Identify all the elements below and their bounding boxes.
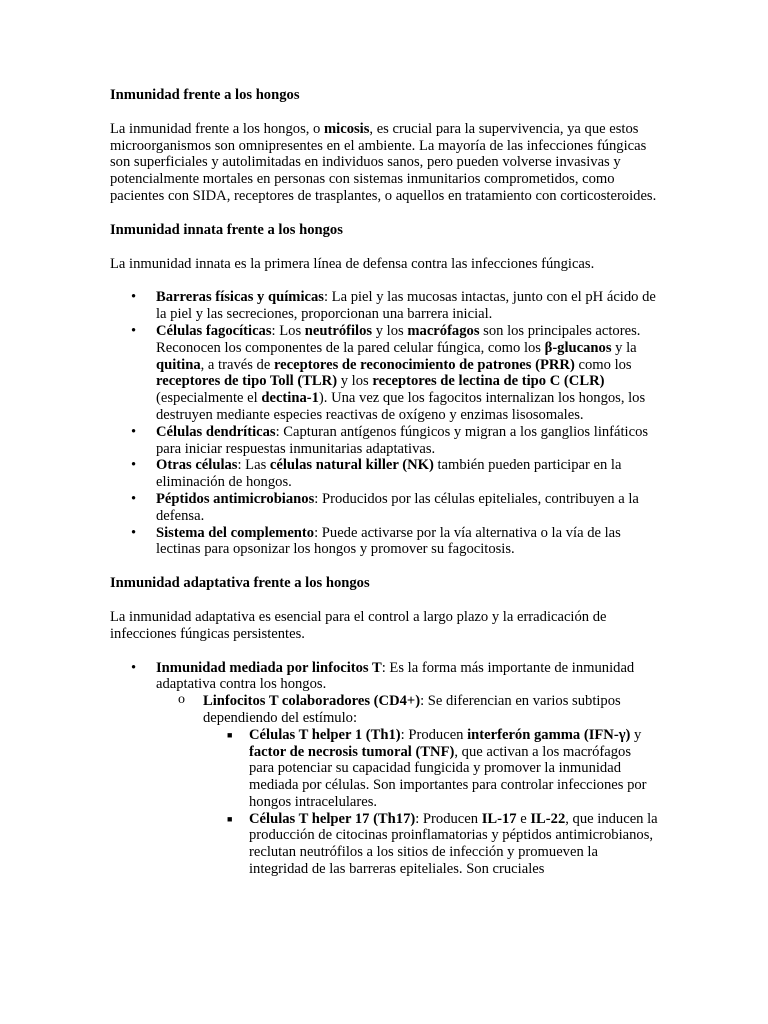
list-item: ■ Células T helper 1 (Th1): Producen interferón gamma (IFN-γ) y factor de necrosis tumoral (TNF), que activan a los macrófagos para potenciar su capacidad fungicida y promover la inmunidad mediada por células. Son importantes para controlar infecciones por hongos intracelulares. (227, 726, 647, 810)
section-heading-inmunidad: Inmunidad frente a los hongos (110, 87, 300, 103)
bullet-icon: • (131, 289, 137, 306)
list-item: • Células fagocíticas: Los neutrófilos y los macrófagos son los principales actores. Reconocen los componentes de la pared celular fúngica, como los β-glucanos y la quitina, a través de receptores de reconocimiento de patrones (PRR) como los receptores de tipo Toll (TLR) y los receptores de lectina de tipo C (CLR) (especialmente el dectina-1). Una vez que los fagocitos internalizan los hongos, los destruyen mediante especies reactivas de oxígeno y enzimas lisosomales. (131, 322, 646, 423)
bullet-icon: • (131, 457, 137, 474)
adaptativa-paragraph: La inmunidad adaptativa es esencial para el control a largo plazo y la erradicación de infecciones fúngicas persistentes. (110, 608, 607, 642)
bullet-icon: o (178, 692, 185, 708)
bullet-icon: • (131, 490, 137, 507)
square-bullet-icon: ■ (227, 729, 233, 740)
section-heading-innata: Inmunidad innata frente a los hongos (110, 221, 343, 238)
innata-list (110, 289, 658, 558)
list-item: o Linfocitos T colaboradores (CD4+): Se diferencian en varios subtipos dependiendo del estímulo: ■ Células T helper 1 (Th1): Producen interferón gamma (IFN-γ) y factor de necrosis tumoral (TNF), que activan a los macrófagos para potenciar su capacidad fungicida y promover la inmunidad mediada por células. Son importantes para controlar infecciones por hongos intracelulares. ■ Células T helper 17 (Th17): Producen IL-17 e IL-22, que inducen la producción de citocinas proinflamatorias y péptidos antimicrobianos, reclutan neutrófilos a los sitios de infección y promueven la integridad de las barreras epiteliales. Son cruciales (178, 692, 658, 878)
adaptativa-list (110, 660, 658, 878)
section-heading-adaptativa: Inmunidad adaptativa frente a los hongos (110, 575, 370, 592)
sub-sublist (203, 727, 658, 878)
innata-paragraph: La inmunidad innata es la primera línea de defensa contra las infecciones fúngicas. (110, 255, 595, 272)
document-page (110, 87, 658, 878)
list-item: • Barreras físicas y químicas: La piel y las mucosas intactas, junto con el pH ácido de la piel y las secreciones, proporcionan una barrera inicial. (131, 289, 656, 323)
list-item: • Sistema del complemento: Puede activarse por la vía alternativa o la vía de las lectinas para opsonizar los hongos y promover su fagocitosis. (131, 524, 621, 558)
intro-paragraph: La inmunidad frente a los hongos, o micosis, es crucial para la supervivencia, ya que estos microorganismos son omnipresentes en el ambiente. La mayoría de las infecciones fúngicas son superficiales y autolimitadas en individuos sanos, pero pueden volverse invasivas y potencialmente mortales en personas con sistemas inmunitarios comprometidos, como pacientes con SIDA, receptores de trasplantes, o aquellos en tratamiento con corticosteroides. (110, 120, 657, 204)
list-item: • Otras células: Las células natural killer (NK) también pueden participar en la eliminación de hongos. (131, 457, 622, 491)
bullet-icon: • (131, 524, 137, 541)
list-item: • Péptidos antimicrobianos: Producidos por las células epiteliales, contribuyen a la defensa. (131, 490, 639, 524)
bullet-icon: • (131, 322, 137, 339)
list-item: • Células dendríticas: Capturan antígenos fúngicos y migran a los ganglios linfáticos para iniciar respuestas inmunitarias adaptativas. (131, 423, 649, 457)
sublist (156, 693, 658, 878)
list-item: • Inmunidad mediada por linfocitos T: Es la forma más importante de inmunidad adaptativa contra los hongos. o Linfocitos T colaboradores (CD4+): Se diferencian en varios subtipos dependiendo del estímulo: ■ Células T helper 1 (Th1): Producen interferón gamma (IFN-γ) y factor de necrosis tumoral (TNF), que activan a los macrófagos para potenciar su capacidad fungicida y promover la inmunidad mediada por células. Son importantes para controlar infecciones por hongos intracelulares. ■ Células T helper 17 (Th17): Producen IL-17 e IL-22, que inducen la producción de citocinas proinflamatorias y péptidos antimicrobianos, reclutan neutrófilos a los sitios de infección y promueven la integridad de las barreras epiteliales. Son cruciales (131, 659, 658, 878)
square-bullet-icon: ■ (227, 813, 233, 824)
list-item: ■ Células T helper 17 (Th17): Producen IL-17 e IL-22, que inducen la producción de citocinas proinflamatorias y péptidos antimicrobianos, reclutan neutrófilos a los sitios de infección y promueven la integridad de las barreras epiteliales. Son cruciales (227, 810, 658, 878)
bullet-icon: • (131, 423, 137, 440)
bullet-icon: • (131, 659, 137, 676)
